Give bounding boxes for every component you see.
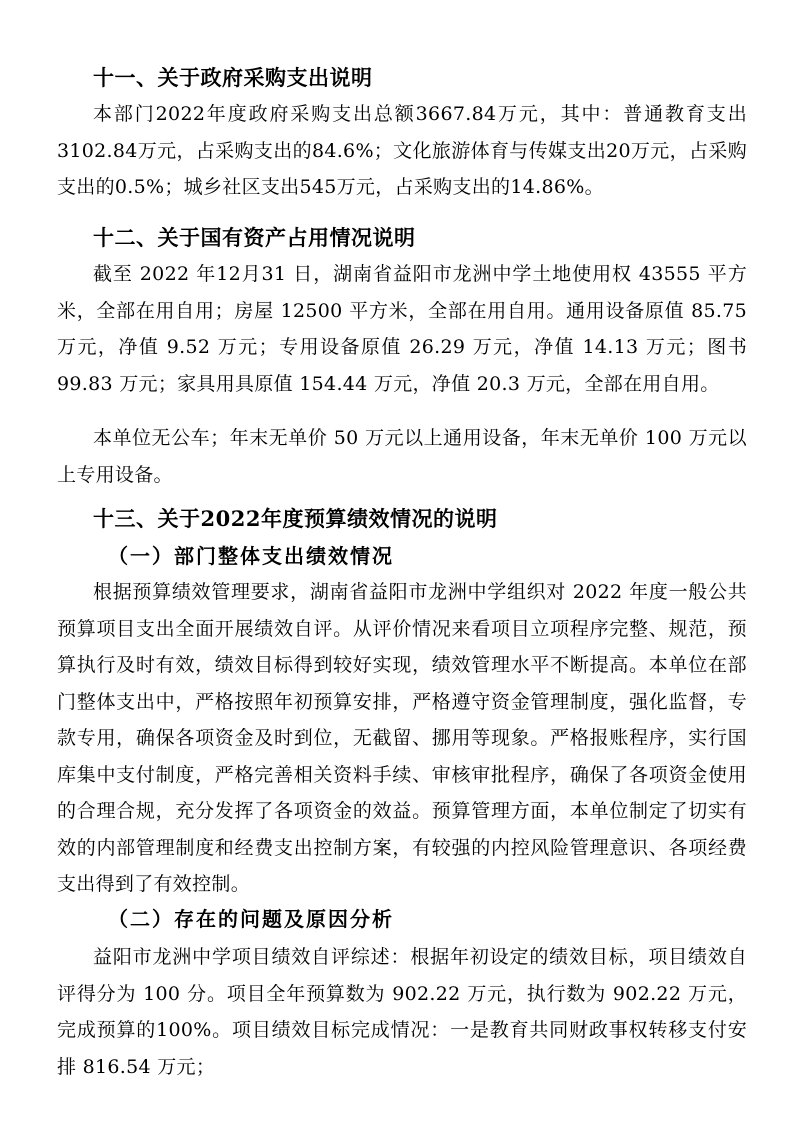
section-11-paragraph: 本部门2022年度政府采购支出总额3667.84万元，其中：普通教育支出3102.84万元，占采购支出的84.6%；文化旅游体育与传媒支出20万元，占采购支出的0.5%；城乡社区支出545万元，占采购支出的14.86%。 bbox=[57, 103, 747, 198]
section-13-sub1-heading: （一）部门整体支出绩效情况 bbox=[108, 544, 394, 568]
section-13-sub2-paragraph: 益阳市龙洲中学项目绩效自评综述：根据年初设定的绩效目标，项目绩效自评得分为 100 分。项目全年预算数为 902.22 万元，执行数为 902.22 万元，完成预算的100%。项目绩效目标完成情况：一是教育共同财政事权转移支付安排 816.54 万元； bbox=[57, 946, 747, 1078]
section-13-sub1-paragraph: 根据预算绩效管理要求，湖南省益阳市龙洲中学组织对 2022 年度一般公共预算项目支出全面开展绩效自评。从评价情况来看项目立项程序完整、规范，预算执行及时有效，绩效目标得到较好实现，绩效管理水平不断提高。本单位在部门整体支出中，严格按照年初预算安排，严格遵守资金管理制度，强化监督，专款专用，确保各项资金及时到位，无截留、挪用等现象。严格报账程序，实行国库集中支付制度，严格完善相关资料手续、审核审批程序，确保了各项资金使用的合理合规，充分发挥了各项资金的效益。预算管理方面，本单位制定了切实有效的内部管理制度和经费支出控制方案，有较强的内控风险管理意识、各项经费支出得到了有效控制。 bbox=[57, 581, 747, 895]
section-12-paragraph-vehicles: 本单位无公车；年末无单价 50 万元以上通用设备，年末无单价 100 万元以上专用设备。 bbox=[57, 427, 747, 486]
section-11-heading: 十一、关于政府采购支出说明 bbox=[93, 65, 373, 90]
section-13-sub2-heading: （二）存在的问题及原因分析 bbox=[108, 907, 394, 931]
section-12-paragraph-assets: 截至 2022 年12月31 日，湖南省益阳市龙洲中学土地使用权 43555 平方米，全部在用自用；房屋 12500 平方米，全部在用自用。通用设备原值 85.75 万元，净值 9.52 万元；专用设备原值 26.29 万元，净值 14.13 万元；图书 99.83 万元；家具用具原值 154.44 万元，净值 20.3 万元，全部在用自用。 bbox=[57, 263, 747, 395]
section-12-heading: 十二、关于国有资产占用情况说明 bbox=[93, 225, 416, 250]
section-13-heading: 十三、关于2022年度预算绩效情况的说明 bbox=[93, 506, 498, 531]
